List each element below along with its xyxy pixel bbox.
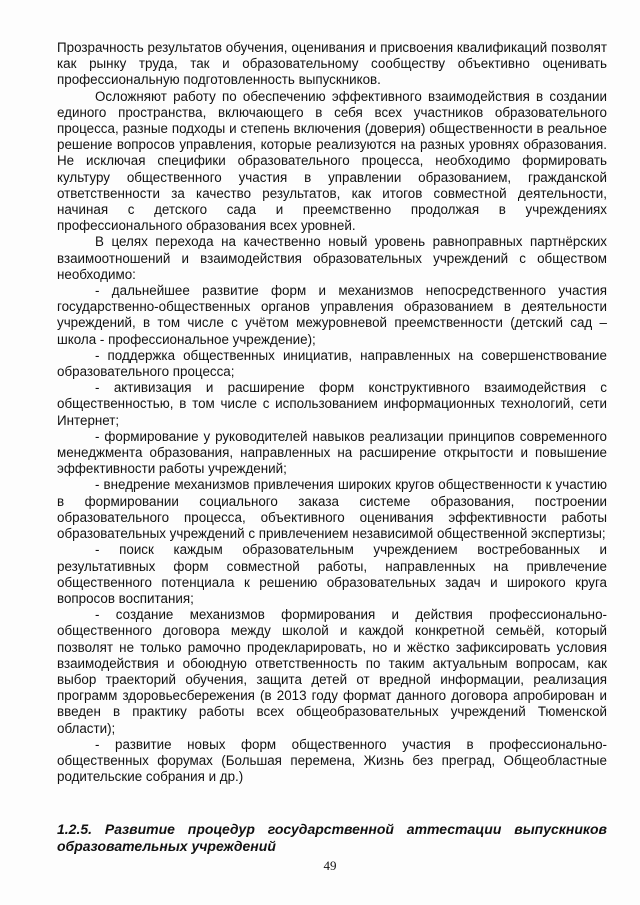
list-item: - создание механизмов формирования и действия профессионально-общественного договора между школой и каждой конкретной семьёй, который позволят не только рамочно продекларировать, но и жёстко зафиксировать условия взаимодействия и обоюдную ответственность по таким актуальным вопросам, как выбор траекторий обучения, защита детей от вредной информации, реализация программ здоровьесбережения (в 2013 году формат данного договора апробирован и введен в практику работы всех общеобразовательных учреждений Тюменской области); — [57, 607, 607, 736]
list-item: - развитие новых форм общественного участия в профессионально-общественных форумах (Большая перемена, Жизнь без преград, Общеобластные родительские собрания и др.) — [57, 736, 607, 785]
paragraph-transparency: Прозрачность результатов обучения, оценивания и присвоения квалификаций позволят как рынку труда, так и образовательному сообществу объективно оценивать профессиональную подготовленность выпускников. — [57, 40, 607, 88]
paragraph-goals-intro: В целях перехода на качественно новый уровень равноправных партнёрских взаимоотношений и взаимодействия образовательных учреждений с обществом необходимо: — [57, 234, 607, 282]
paragraph-difficulties: Осложняют работу по обеспечению эффективного взаимодействия в создании единого пространства, включающего в себя всех участников образовательного процесса, разные подходы и степень включения (доверия) общественности в реальное решение вопросов управления, которые реализуются на разных уровнях образования. Не исключая специфики образовательного процесса, необходимо формировать культуру общественного участия в управлении образованием, гражданской ответственности за качество результатов, как итогов совместной деятельности, начиная с детского сада и преемственно продолжая в учреждениях профессионального образования всех уровней. — [57, 88, 607, 234]
list-item: - дальнейшее развитие форм и механизмов непосредственного участия государственно-общественных органов управления образованием в деятельности учреждений, в том числе с учётом межуровневой преемственности (детский сад – школа - профессиональное учреждение); — [57, 283, 607, 347]
list-item: - формирование у руководителей навыков реализации принципов современного менеджмента образования, направленных на расширение открытости и повышение эффективности работы учреждений; — [57, 428, 607, 477]
section-heading: 1.2.5. Развитие процедур государственной аттестации выпускников образовательных учреждений — [57, 821, 607, 854]
list-item: - активизация и расширение форм конструктивного взаимодействия с общественностью, в том числе с использованием информационных технологий, сети Интернет; — [57, 380, 607, 428]
body-text — [57, 40, 607, 785]
list-item: - поиск каждым образовательным учреждением востребованных и результативных форм совместной работы, направленных на привлечение общественного потенциала к решению образовательных задач и широкого круга вопросов воспитания; — [57, 542, 607, 606]
list-item: - внедрение механизмов привлечения широких кругов общественности к участию в формировании социального заказа системе образования, построении образовательного процесса, объективного оценивания эффективности работы образовательных учреждений с привлечением независимой общественной экспертизы; — [57, 477, 607, 542]
page-number: 49 — [323, 858, 337, 873]
list-item: - поддержка общественных инициатив, направленных на совершенствование образовательного процесса; — [57, 347, 607, 380]
